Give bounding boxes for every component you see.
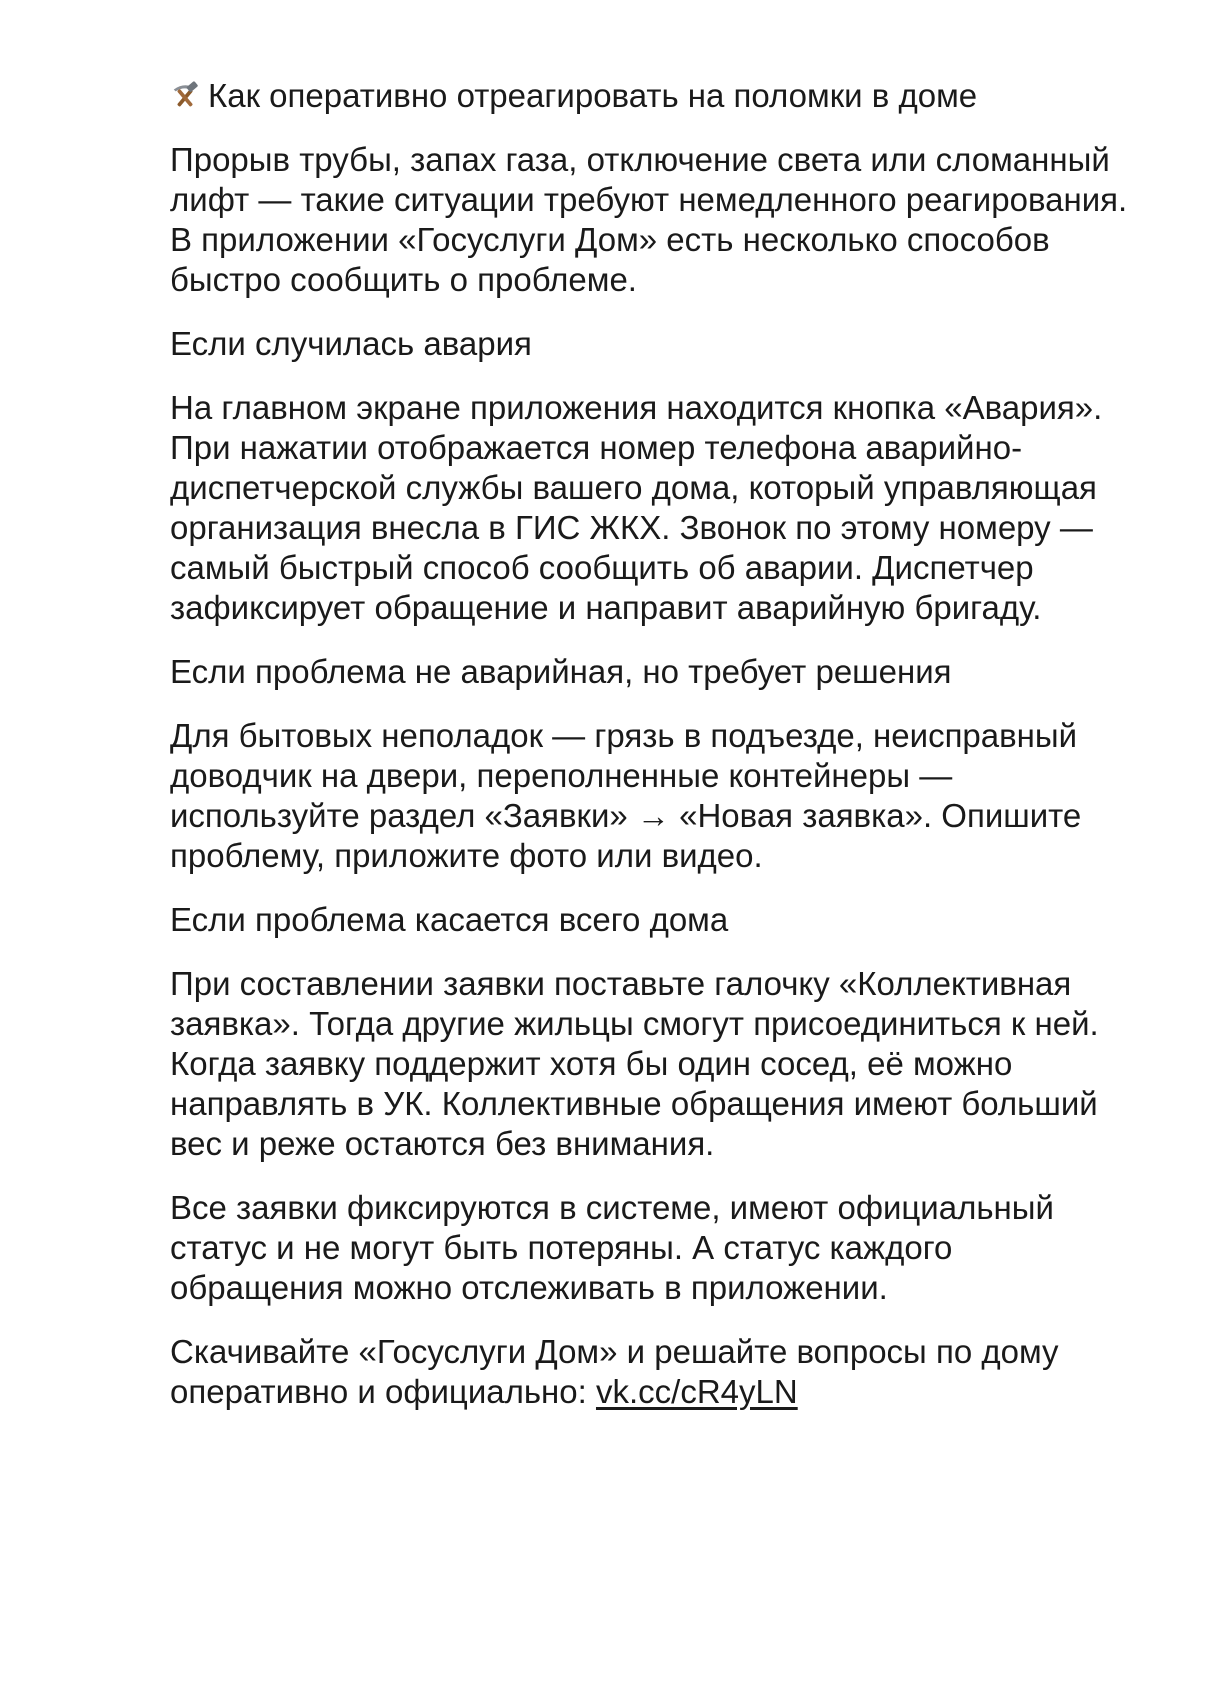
- section-text-emergency: На главном экране приложения находится кнопка «Авария». При нажатии отображается номер телефона аварийно-диспетчерской службы вашего дома, который управляющая организация внесла в ГИС ЖКХ. Звонок по этому номеру — самый быстрый способ сообщить об аварии. Диспетчер зафиксирует обращение и направит аварийную бригаду.: [170, 389, 1103, 626]
- call-to-action-text: Скачивайте «Госуслуги Дом» и решайте вопросы по дому оперативно и официально:: [170, 1333, 1059, 1410]
- app-download-link[interactable]: vk.cc/cR4yLN: [595, 1373, 798, 1410]
- hammer-and-pick-icon: [170, 81, 200, 111]
- post-title-text: Как оперативно отреагировать на поломки в доме: [208, 77, 978, 114]
- section-heading-whole-building: Если проблема касается всего дома: [170, 901, 729, 938]
- post-title: [170, 76, 1130, 116]
- call-to-action-paragraph: [170, 1332, 1130, 1412]
- intro-paragraph: Прорыв трубы, запах газа, отключение света или сломанный лифт — такие ситуации требуют немедленного реагирования. В приложении «Госуслуги Дом» есть несколько способов быстро сообщить о проблеме.: [170, 141, 1128, 298]
- section-heading-emergency: Если случилась авария: [170, 325, 532, 362]
- section-heading-non-emergency: Если проблема не аварийная, но требует решения: [170, 653, 952, 690]
- section-text-whole-building: При составлении заявки поставьте галочку «Коллективная заявка». Тогда другие жильцы смогут присоединиться к ней. Когда заявку поддержит хотя бы один сосед, её можно направлять в УК. Коллективные обращения имеют больший вес и реже остаются без внимания.: [170, 965, 1099, 1162]
- post-body: [170, 76, 1130, 1436]
- section-text-non-emergency: Для бытовых неполадок — грязь в подъезде, неисправный доводчик на двери, переполненные контейнеры — используйте раздел «Заявки» → «Новая заявка». Опишите проблему, приложите фото или видео.: [170, 717, 1082, 874]
- status-paragraph: Все заявки фиксируются в системе, имеют официальный статус и не могут быть потеряны. А статус каждого обращения можно отслеживать в приложении.: [170, 1189, 1054, 1306]
